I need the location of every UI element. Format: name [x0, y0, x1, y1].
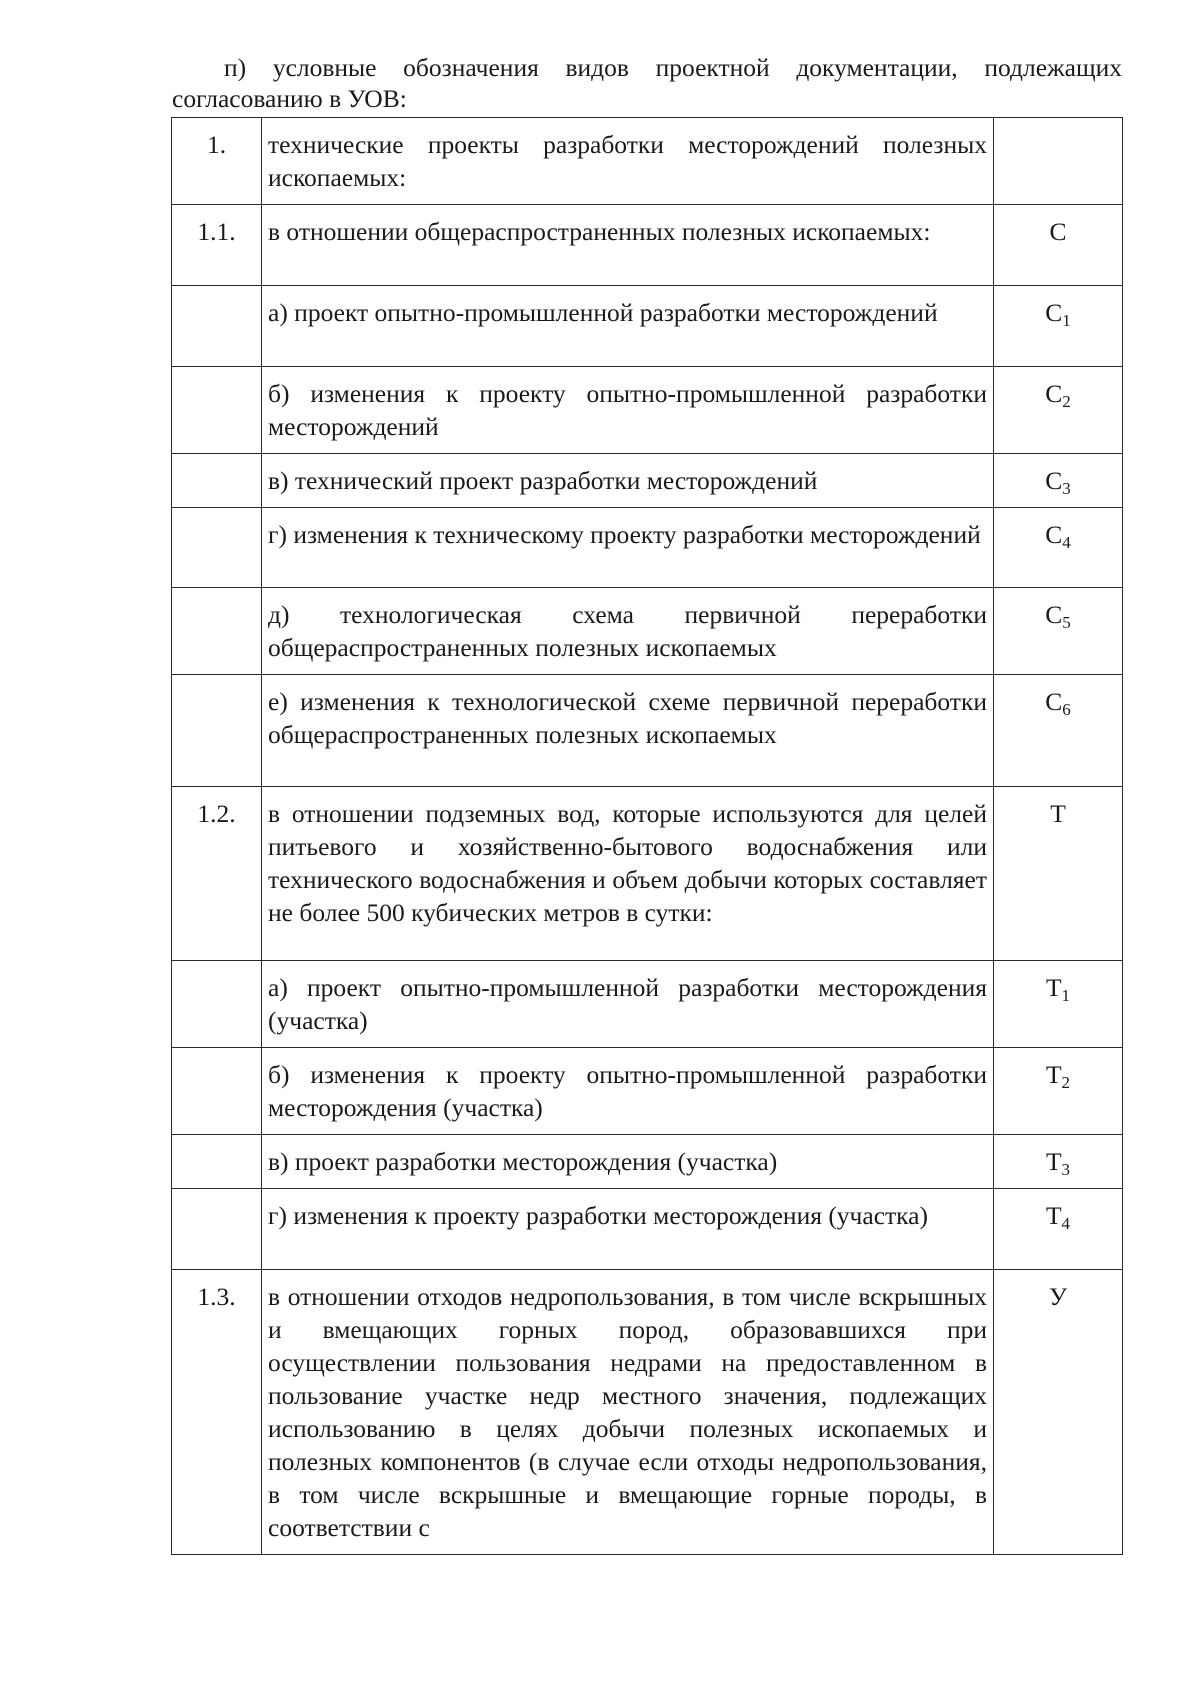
table-row	[172, 961, 1123, 1048]
table-row	[172, 1270, 1123, 1555]
row-description: е) изменения к технологической схеме первичной переработки общераспространенных полезных ископаемых	[262, 675, 994, 787]
code-index: 3	[1061, 1160, 1071, 1179]
code-letter: Т	[1045, 1147, 1062, 1176]
row-number	[172, 454, 262, 508]
row-number	[172, 675, 262, 787]
table-row	[172, 118, 1123, 205]
row-number	[172, 1189, 262, 1270]
row-code	[994, 961, 1123, 1048]
row-code	[994, 1135, 1123, 1189]
table-row	[172, 367, 1123, 454]
row-number	[172, 961, 262, 1048]
row-code	[994, 1270, 1123, 1555]
table-row	[172, 1189, 1123, 1270]
row-code	[994, 588, 1123, 675]
row-description: в) проект разработки месторождения (участка)	[262, 1135, 994, 1189]
table-row	[172, 205, 1123, 286]
row-description: в отношении подземных вод, которые используются для целей питьевого и хозяйственно-бытового водоснабжения или технического водоснабжения и объем добычи которых составляет не более 500 кубических метров в сутки:	[262, 787, 994, 961]
code-index: 5	[1062, 613, 1071, 632]
table-row	[172, 454, 1123, 508]
row-description: г) изменения к проекту разработки месторождения (участка)	[262, 1189, 994, 1270]
row-description: г) изменения к техническому проекту разработки месторождений	[262, 508, 994, 588]
table-row	[172, 675, 1123, 787]
table-row	[172, 1135, 1123, 1189]
code-index: 4	[1062, 533, 1071, 552]
row-number	[172, 508, 262, 588]
row-description: в) технический проект разработки месторождений	[262, 454, 994, 508]
code-letter: С	[1045, 379, 1063, 408]
intro-paragraph: п) условные обозначения видов проектной документации, подлежащих согласованию в УОВ:	[172, 53, 1122, 113]
code-letter: У	[1048, 1282, 1068, 1311]
code-letter: С	[1045, 600, 1063, 629]
table-row	[172, 508, 1123, 588]
row-description: технические проекты разработки месторождений полезных ископаемых:	[262, 118, 994, 205]
documentation-types-table	[171, 117, 1123, 1555]
table-row	[172, 286, 1123, 367]
code-letter: Т	[1050, 799, 1066, 828]
row-code	[994, 454, 1123, 508]
row-description: д) технологическая схема первичной переработки общераспространенных полезных ископаемых	[262, 588, 994, 675]
code-letter: С	[1045, 520, 1063, 549]
row-description: б) изменения к проекту опытно-промышленной разработки месторождений	[262, 367, 994, 454]
code-index: 1	[1061, 986, 1071, 1005]
row-number	[172, 588, 262, 675]
row-description: в отношении общераспространенных полезных ископаемых:	[262, 205, 994, 286]
row-number: 1.1.	[172, 205, 262, 286]
code-index: 2	[1061, 1073, 1071, 1092]
row-number: 1.3.	[172, 1270, 262, 1555]
code-index: 2	[1062, 392, 1071, 411]
code-letter: Т	[1045, 1060, 1062, 1089]
code-letter: Т	[1045, 1201, 1062, 1230]
code-index: 6	[1062, 700, 1071, 719]
code-letter: С	[1045, 466, 1063, 495]
code-letter: С	[1049, 217, 1067, 246]
row-number: 1.2.	[172, 787, 262, 961]
row-code	[994, 286, 1123, 367]
row-code	[994, 1189, 1123, 1270]
row-description: а) проект опытно-промышленной разработки месторождения (участка)	[262, 961, 994, 1048]
row-number	[172, 1048, 262, 1135]
row-description: б) изменения к проекту опытно-промышленной разработки месторождения (участка)	[262, 1048, 994, 1135]
row-description: а) проект опытно-промышленной разработки месторождений	[262, 286, 994, 367]
row-number	[172, 1135, 262, 1189]
row-number	[172, 367, 262, 454]
table-row	[172, 1048, 1123, 1135]
row-description: в отношении отходов недропользования, в том числе вскрышных и вмещающих горных пород, образовавшихся при осуществлении пользования недрами на предоставленном в пользование участке недр местного значения, подлежащих использованию в целях добычи полезных ископаемых и полезных компонентов (в случае если отходы недропользования, в том числе вскрышные и вмещающие горные породы, в соответствии с	[262, 1270, 994, 1555]
table-row	[172, 787, 1123, 961]
code-index: 4	[1061, 1214, 1071, 1233]
row-code	[994, 675, 1123, 787]
row-code	[994, 205, 1123, 286]
row-code	[994, 367, 1123, 454]
code-letter: Т	[1045, 973, 1062, 1002]
table-row	[172, 588, 1123, 675]
code-index: 1	[1062, 311, 1071, 330]
row-code	[994, 1048, 1123, 1135]
code-index: 3	[1062, 479, 1071, 498]
row-code	[994, 787, 1123, 961]
row-number	[172, 286, 262, 367]
code-letter: С	[1045, 687, 1063, 716]
code-letter: С	[1045, 298, 1063, 327]
row-code	[994, 508, 1123, 588]
row-code	[994, 118, 1123, 205]
row-number: 1.	[172, 118, 262, 205]
